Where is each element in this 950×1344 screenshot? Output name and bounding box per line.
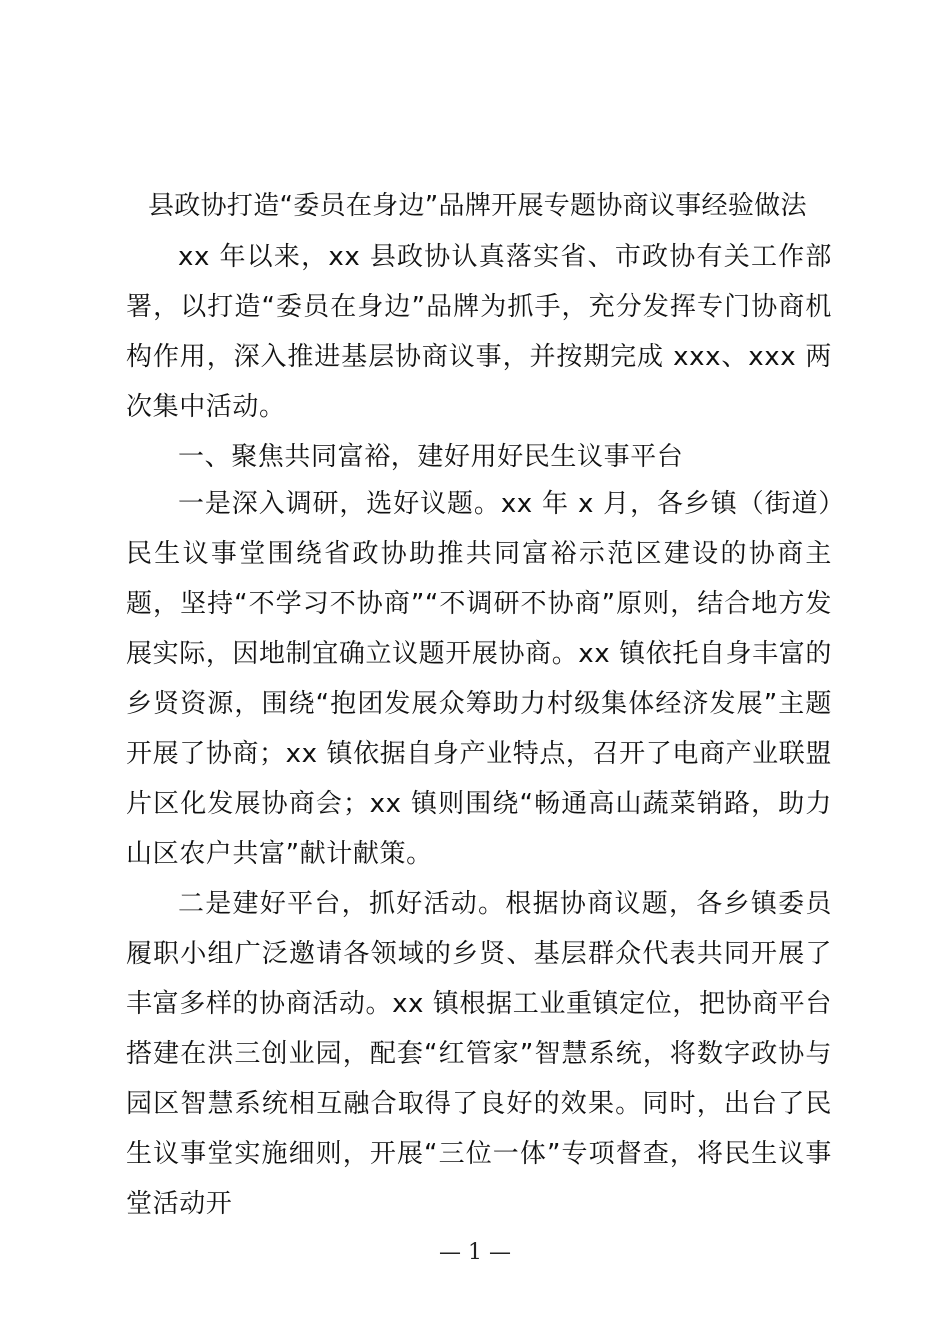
- section-heading-1: 一、聚焦共同富裕，建好用好民生议事平台: [178, 442, 684, 472]
- page-number: — 1 —: [439, 1240, 511, 1265]
- document-title: 县政协打造“委员在身边”品牌开展专题协商议事经验做法: [148, 191, 807, 221]
- intro-paragraph: xx 年以来，xx 县政协认真落实省、市政协有关工作部署，以打造“委员在身边”品牌为抓手，充分发挥专门协商机构作用，深入推进基层协商议事，并按期完成 xxx、xxx 两次集中活动。: [126, 242, 832, 422]
- item-2-paragraph: 二是建好平台，抓好活动。根据协商议题，各乡镇委员履职小组广泛邀请各领域的乡贤、基层群众代表共同开展了丰富多样的协商活动。xx 镇根据工业重镇定位，把协商平台搭建在洪三创业园，配套“红管家”智慧系统，将数字政协与园区智慧系统相互融合取得了良好的效果。同时，出台了民生议事堂实施细则，开展“三位一体”专项督查，将民生议事堂活动开: [126, 889, 832, 1219]
- item-1-paragraph: 一是深入调研，选好议题。xx 年 x 月，各乡镇（街道）民生议事堂围绕省政协助推共同富裕示范区建设的协商主题，坚持“不学习不协商”“不调研不协商”原则，结合地方发展实际，因地制宜确立议题开展协商。xx 镇依托自身丰富的乡贤资源，围绕“抱团发展众筹助力村级集体经济发展”主题开展了协商；xx 镇依据自身产业特点，召开了电商产业联盟片区化发展协商会；xx 镇则围绕“畅通高山蔬菜销路，助力山区农户共富”献计献策。: [126, 489, 832, 869]
